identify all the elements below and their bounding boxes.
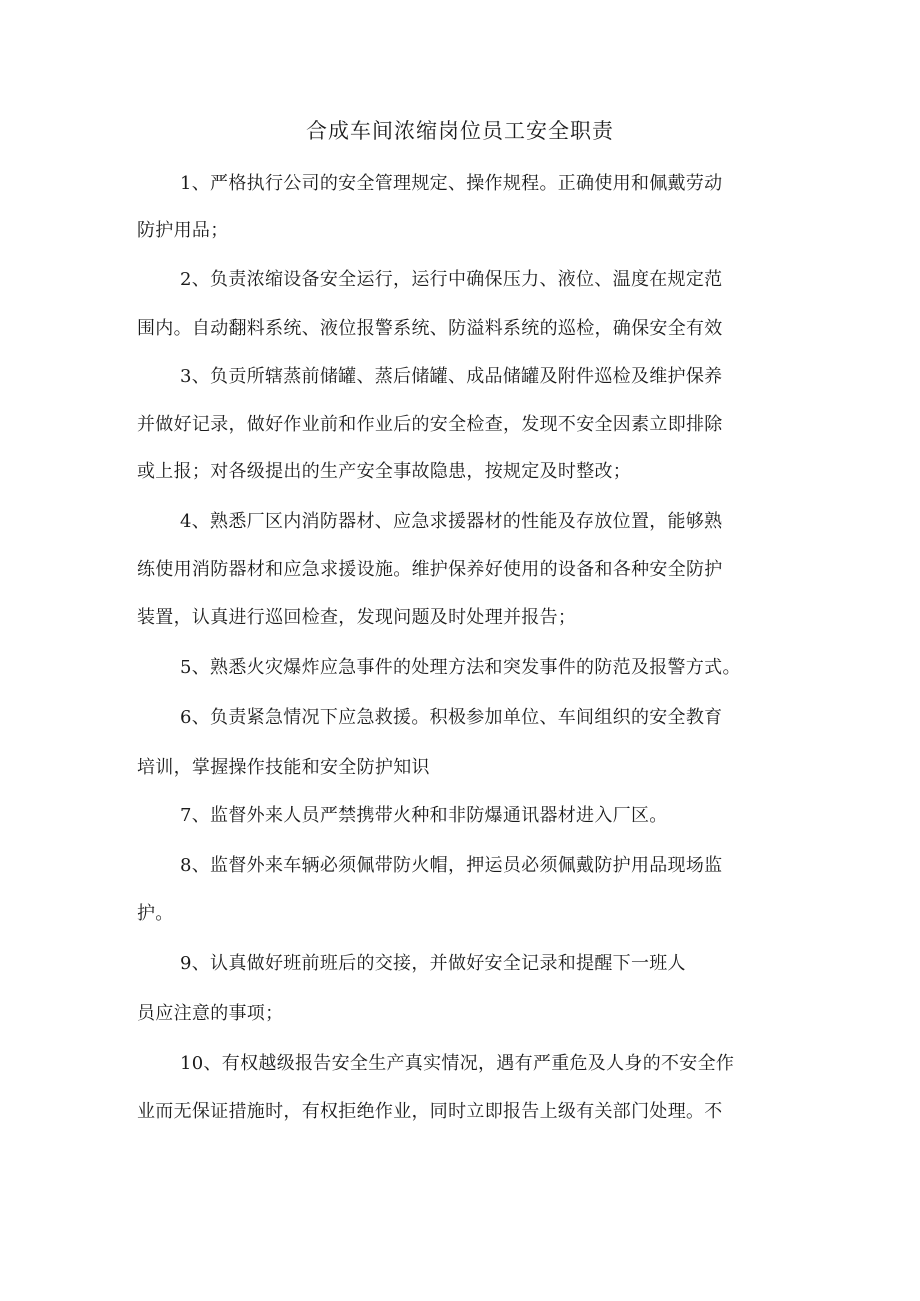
text-line: 10、有权越级报告安全生产真实情况，遇有严重危及人身的不安全作 bbox=[180, 1053, 735, 1074]
text-line: 业而无保证措施时，有权拒绝作业，同时立即报告上级有关部门处理。不 bbox=[137, 1101, 723, 1122]
text-line: 8、监督外来车辆必须佩带防火帽，押运员必须佩戴防护用品现场监 bbox=[180, 855, 723, 876]
text-line: 装置，认真进行巡回检查，发现问题及时处理并报告； bbox=[137, 607, 577, 628]
text-line: 3、负贡所辖蒸前储罐、蒸后储罐、成品储罐及附件巡检及维护保养 bbox=[180, 366, 723, 387]
text-line: 防护用品； bbox=[137, 220, 229, 241]
text-line: 或上报；对各级提出的生产安全事故隐患，按规定及时整改； bbox=[137, 461, 632, 482]
text-line: 6、负责紧急情况下应急救援。积极参加单位、车间组织的安全教育 bbox=[180, 707, 723, 728]
text-line: 5、熟悉火灾爆炸应急事件的处理方法和突发事件的防范及报警方式。 bbox=[180, 657, 741, 678]
text-line: 培训，掌握操作技能和安全防护知识 bbox=[137, 757, 430, 778]
text-line: 4、熟悉厂区内消防器材、应急求援器材的性能及存放位置，能够熟 bbox=[180, 511, 723, 532]
text-line: 练使用消防器材和应急求援设施。维护保养好使用的设备和各种安全防护 bbox=[137, 559, 723, 580]
text-line: 1、严格执行公司的安全管理规定、操作规程。正确使用和佩戴劳动 bbox=[180, 173, 723, 194]
page-title: 合成车间浓缩岗位员工安全职责 bbox=[306, 119, 614, 143]
text-line: 2、负责浓缩设备安全运行，运行中确保压力、液位、温度在规定范 bbox=[180, 269, 723, 290]
text-line: 7、监督外来人员严禁携带火种和非防爆通讯器材进入厂区。 bbox=[180, 805, 668, 826]
text-line: 员应注意的事项； bbox=[137, 1003, 284, 1024]
text-line: 9、认真做好班前班后的交接，并做好安全记录和提醒下一班人 bbox=[180, 953, 686, 974]
text-line: 护。 bbox=[137, 903, 174, 924]
text-line: 并做好记录，做好作业前和作业后的安全检查，发现不安全因素立即排除 bbox=[137, 414, 723, 435]
text-line: 围内。自动翻料系统、液位报警系统、防溢料系统的巡检，确保安全有效 bbox=[137, 318, 723, 339]
